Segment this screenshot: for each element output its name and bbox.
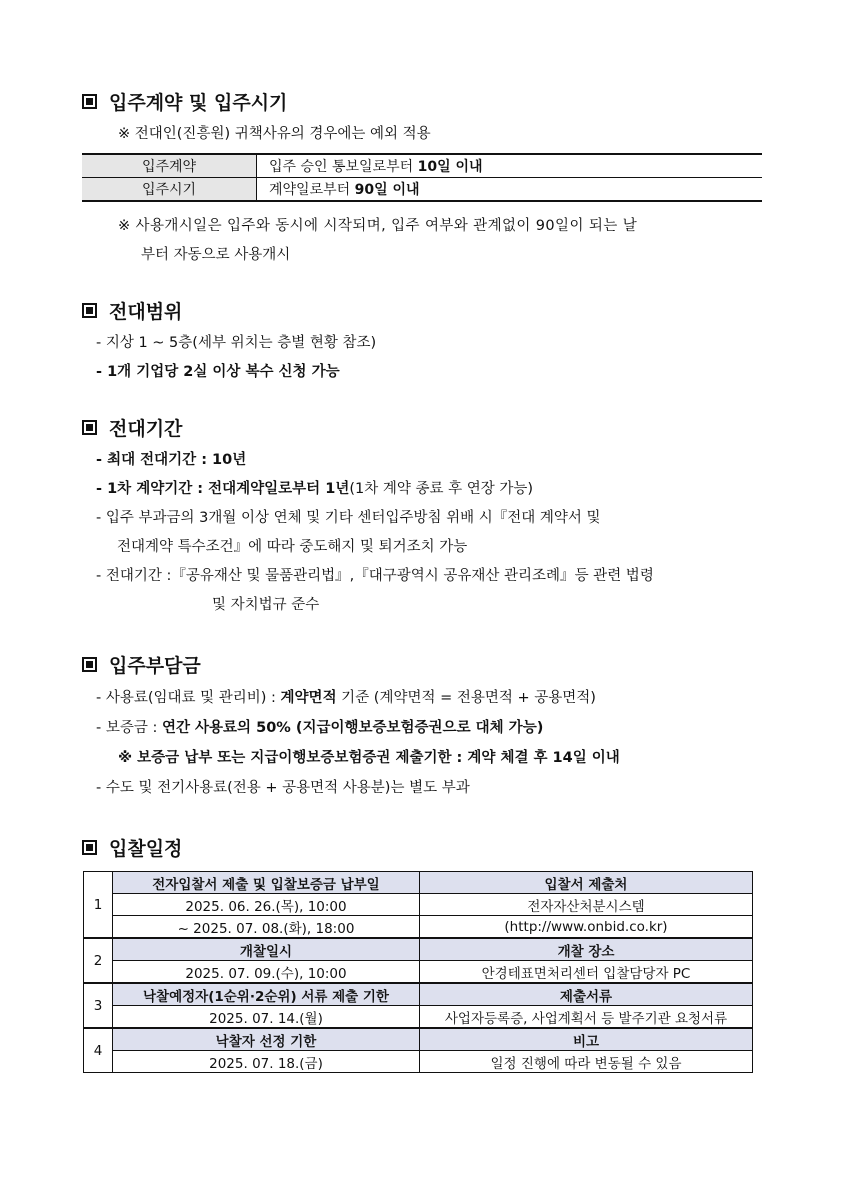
header-cell: 입찰서 제출처: [420, 872, 753, 894]
section-title: 입찰일정: [109, 838, 183, 860]
square-bullet-icon: [82, 94, 97, 109]
header-cell: 개찰일시: [113, 938, 420, 961]
row-label: 입주시기: [82, 178, 257, 202]
header-cell: 낙찰예정자(1순위·2순위) 서류 제출 기한: [113, 983, 420, 1006]
exception-note: ※ 전대인(진흥원) 귀책사유의 경우에는 예외 적용: [118, 126, 431, 142]
square-bullet-icon: [82, 657, 97, 672]
scope-line-2: - 1개 기업당 2실 이상 복수 신청 가능: [96, 364, 340, 380]
row-number: 1: [84, 872, 113, 939]
start-note-line1: ※ 사용개시일은 입주와 동시에 시작되며, 입주 여부와 관계없이 90일이 되는 날: [118, 218, 638, 234]
row-label: 입주계약: [82, 154, 257, 178]
charges-line-2-bold: 연간 사용료의 50% (지급이행보증보험증권으로 대체 가능): [161, 720, 544, 736]
value-cell: (http://www.onbid.co.kr): [420, 916, 753, 939]
scope-line-1: - 지상 1 ~ 5층(세부 위치는 층별 현황 참조): [96, 335, 377, 351]
value-bold: 90일 이내: [354, 182, 420, 198]
value-cell: 2025. 06. 26.(목), 10:00: [113, 894, 420, 916]
period-line-4a: - 전대기간 :『공유재산 및 물품관리법』,『대구광역시 공유재산 관리조례』등 관련 법령: [96, 568, 654, 584]
section-heading-charges: [82, 651, 201, 678]
section-title: 입주계약 및 입주시기: [109, 92, 288, 114]
period-line-2-bold: - 1차 계약기간 : 전대계약일로부터 1년: [96, 481, 350, 497]
section-title: 입주부담금: [109, 655, 201, 677]
table-row: [82, 178, 762, 202]
square-bullet-icon: [82, 840, 97, 855]
period-line-3a: - 입주 부과금의 3개월 이상 연체 및 기타 센터입주방침 위배 시『전대 계약서 및: [96, 510, 601, 526]
period-line-3b: 전대계약 특수조건』에 따라 중도해지 및 퇴거조치 가능: [117, 539, 468, 555]
square-bullet-icon: [82, 420, 97, 435]
row-number: 2: [84, 938, 113, 983]
table-row: [84, 1028, 753, 1051]
period-line-2-rest: (1차 계약 종료 후 연장 가능): [349, 481, 533, 497]
contract-table: [82, 153, 762, 202]
section-heading-contract: [82, 88, 287, 115]
header-cell: 전자입찰서 제출 및 입찰보증금 납부일: [113, 872, 420, 894]
period-line-2: [96, 477, 533, 498]
row-value: [257, 154, 763, 178]
section-title: 전대기간: [109, 418, 183, 440]
value-bold: 10일 이내: [417, 159, 483, 175]
table-row: [84, 938, 753, 961]
section-heading-period: [82, 414, 182, 441]
value-text: 입주 승인 통보일로부터: [269, 159, 418, 175]
section-heading-schedule: [82, 834, 182, 861]
row-number: 3: [84, 983, 113, 1028]
table-row: [84, 894, 753, 916]
charges-line-2: [96, 716, 543, 737]
table-row: [84, 872, 753, 894]
table-row: [82, 154, 762, 178]
deposit-deadline-note: ※ 보증금 납부 또는 지급이행보증보험증권 제출기한 : 계약 체결 후 14일 이내: [118, 750, 620, 766]
value-cell: 사업자등록증, 사업계획서 등 발주기관 요청서류: [420, 1006, 753, 1029]
section-heading-scope: [82, 297, 182, 324]
bid-schedule-table: [83, 871, 753, 1073]
header-cell: 제출서류: [420, 983, 753, 1006]
table-row: [84, 983, 753, 1006]
period-line-4b: 및 자치법규 준수: [212, 597, 320, 613]
header-cell: 낙찰자 선정 기한: [113, 1028, 420, 1051]
row-number: 4: [84, 1028, 113, 1073]
square-bullet-icon: [82, 303, 97, 318]
table-row: [84, 1006, 753, 1029]
charges-line-1-post: 기준 (계약면적 = 전용면적 + 공용면적): [336, 690, 596, 706]
row-value: [257, 178, 763, 202]
table-row: [84, 961, 753, 984]
charges-line-2-pre: - 보증금 :: [96, 720, 162, 736]
header-cell: 개찰 장소: [420, 938, 753, 961]
value-cell: 2025. 07. 09.(수), 10:00: [113, 961, 420, 984]
charges-line-4: - 수도 및 전기사용료(전용 + 공용면적 사용분)는 별도 부과: [96, 780, 470, 796]
table-row: [84, 916, 753, 939]
section-title: 전대범위: [109, 301, 183, 323]
value-cell: 안경테표면처리센터 입찰담당자 PC: [420, 961, 753, 984]
value-cell: 전자자산처분시스템: [420, 894, 753, 916]
value-cell: 일정 진행에 따라 변동될 수 있음: [420, 1051, 753, 1073]
charges-line-1-bold: 계약면적: [280, 690, 337, 706]
header-cell: 비고: [420, 1028, 753, 1051]
value-text: 계약일로부터: [269, 182, 355, 198]
period-line-1: - 최대 전대기간 : 10년: [96, 452, 247, 468]
start-note-line2: 부터 자동으로 사용개시: [141, 247, 291, 263]
table-row: [84, 1051, 753, 1073]
charges-line-1-pre: - 사용료(임대료 및 관리비) :: [96, 690, 281, 706]
charges-line-1: [96, 686, 596, 707]
value-cell: 2025. 07. 14.(월): [113, 1006, 420, 1029]
value-cell: 2025. 07. 18.(금): [113, 1051, 420, 1073]
value-cell: ~ 2025. 07. 08.(화), 18:00: [113, 916, 420, 939]
